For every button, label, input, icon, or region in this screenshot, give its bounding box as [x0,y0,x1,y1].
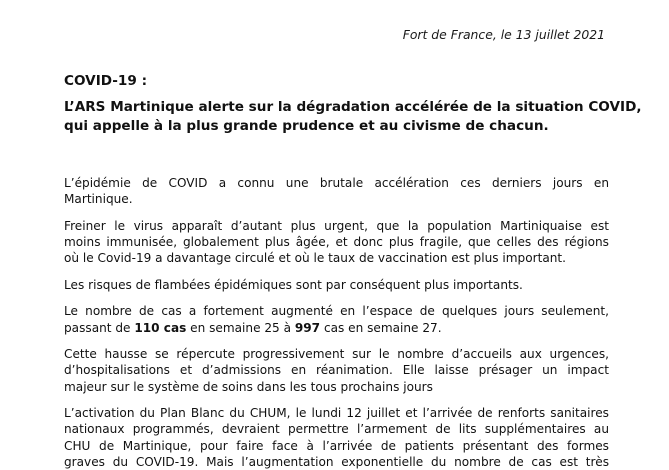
text-line: d’hospitalisations et d’admissions en réanimation. Elle laisse présager un impact [64,363,609,378]
text-line [64,320,609,336]
headline-line: L’ARS Martinique alerte sur la dégradation accélérée de la situation COVID, [64,99,642,115]
paragraph-epidemic-acceleration [64,175,609,207]
text-line: Freiner le virus apparaît d’autant plus urgent, que la population Martiniquaise est [64,218,609,233]
paragraph-population-vulnerability [64,218,609,267]
paragraph-case-growth [64,303,609,335]
text-line: L’activation du Plan Blanc du CHUM, le lundi 12 juillet et l’arrivée de renforts sanitaires [64,406,609,421]
body-text [64,175,609,470]
text-line: graves du COVID-19. Mais l’augmentation exponentielle du nombre de cas est très [64,454,609,469]
text-line: L’épidémie de COVID a connu une brutale accélération ces derniers jours en [64,176,609,190]
paragraph-plan-blanc [64,405,609,470]
text-run: passant de [64,320,135,335]
text-line: CHU de Martinique, pour faire face à l’arrivée de patients présentant des formes [64,438,609,453]
paragraph-hospital-impact [64,346,609,395]
text-line: majeur sur le système de soins dans les tous prochains jours [64,379,433,394]
paragraph-outbreak-risk [64,277,609,293]
case-count-week-27: 997 [294,320,321,335]
text-run: en semaine 25 à [186,320,295,335]
headline-line: qui appelle à la plus grande prudence et au civisme de chacun. [64,118,549,134]
case-count-week-25: 110 cas [134,320,187,335]
press-release-headline [64,98,642,136]
text-line: nationaux programmés, devraient permettre l’armement de lits supplémentaires au [64,422,609,437]
text-line: Les risques de flambées épidémiques sont par conséquent plus importants. [64,277,523,292]
kicker-heading: COVID-19 : [64,73,148,89]
text-line: où le Covid-19 a davantage circulé et où le taux de vaccination est plus important. [64,251,566,266]
text-line: Le nombre de cas a fortement augmenté en l’espace de quelques jours seulement, [64,304,609,319]
text-line: moins immunisée, globalement plus âgée, et donc plus fragile, que celles des régions [64,235,609,249]
text-run: cas en semaine 27. [320,320,442,335]
text-line: Cette hausse se répercute progressivement sur le nombre d’accueils aux urgences, [64,347,609,362]
dateline: Fort de France, le 13 juillet 2021 [402,27,605,42]
text-line: Martinique. [64,192,133,207]
